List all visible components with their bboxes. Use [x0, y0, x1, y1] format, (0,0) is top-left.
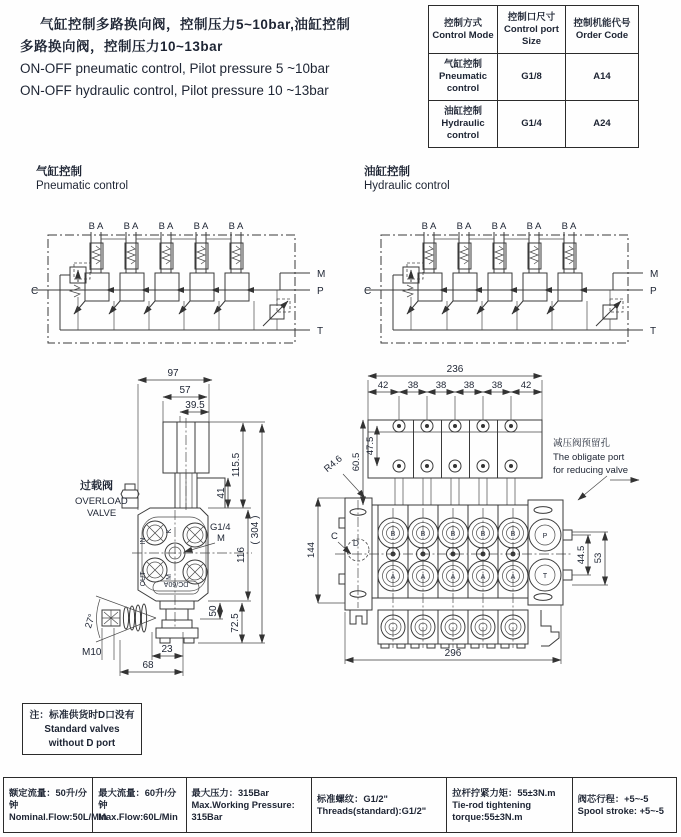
port-label-ba-3: BA [158, 221, 176, 232]
standard-supply-note [22, 703, 142, 755]
dim-304: ( 304 ) [250, 515, 261, 545]
spec-cell-threads: 标准螺纹：G1/2" Threads(standard):G1/2" [311, 778, 446, 833]
valve-bank-body [335, 498, 573, 648]
hydraulic-schematic-title: 油缸控制 Hydraulic control [364, 166, 450, 192]
control-table-header-row [429, 6, 639, 54]
reducing-valve-note-cn: 减压阀预留孔 [553, 438, 611, 449]
dim-m10: M10 [82, 647, 102, 658]
dim-53: 53 [593, 552, 604, 564]
end-plate [528, 500, 572, 646]
port-label-ba-2: BA [456, 221, 474, 232]
port-callout-g14: G1/4 [210, 522, 231, 533]
port-label-t: T [650, 326, 657, 337]
port-label-a1: A [390, 574, 396, 581]
dim-seg-42b: 42 [520, 380, 532, 391]
dim-296: 296 [444, 648, 462, 659]
pneumatic-mode-cell: 气缸控制 Pneumatic control [429, 54, 498, 101]
port-label-ba-2: BA [123, 221, 141, 232]
reducing-valve-note-en1: The obligate port [553, 452, 625, 463]
dim-236: 236 [446, 364, 464, 375]
dim-57: 57 [179, 385, 191, 396]
port-mark-out: OUT [140, 571, 147, 587]
control-table-col2-header: 控制口尺寸 Control port Size [498, 6, 566, 54]
control-table-row-hydraulic [429, 101, 639, 148]
spec-table [3, 777, 677, 833]
pneumatic-schematic-title: 气缸控制 Pneumatic control [36, 166, 129, 192]
spec-cell-max-flow: 最大流量：60升/分钟 Max.Flow:60L/Min [93, 778, 186, 833]
port-label-ba-4: BA [193, 221, 211, 232]
port-label-m: M [650, 269, 659, 280]
port-label-c: C [331, 531, 338, 542]
valve-body [132, 508, 252, 628]
spec-cell-max-pressure: 最大压力：315Bar Max.Working Pressure: 315Bar [186, 778, 311, 833]
port-label-t: T [317, 326, 324, 337]
port-label-b4: B [480, 531, 486, 538]
hydraulic-code-cell: A24 [566, 101, 639, 148]
dim-115-5: 115.5 [231, 452, 242, 478]
port-label-b1: B [390, 531, 396, 538]
header-text-block [20, 14, 430, 102]
control-table-col3-header: 控制机能代号 Order Code [566, 6, 639, 54]
note-line3: without D port [48, 738, 116, 749]
port-label-ba-1: BA [88, 221, 106, 232]
dim-23: 23 [161, 644, 173, 655]
side-view-drawing [60, 360, 290, 690]
port-label-a5: A [510, 574, 516, 581]
port-mark-in: IN [140, 537, 147, 545]
dim-72-5: 72.5 [230, 613, 241, 633]
spec-cell-nominal-flow: 额定流量：50升/分钟 Nominal.Flow:50L/Min [4, 778, 93, 833]
throttle-valve-symbol [596, 290, 623, 330]
header-en-line1: ON-OFF pneumatic control, Pilot pressure 5 ~10bar [20, 61, 330, 76]
reducing-valve-note-en2: for reducing valve [553, 465, 628, 476]
valve-sections [74, 232, 260, 330]
overload-valve-label-en1: OVERLOAD [75, 496, 128, 507]
note-line1: 注：标准供货时D口没有 [29, 710, 135, 721]
spool-stems [395, 478, 515, 505]
dim-44-5: 44.5 [576, 545, 587, 565]
port-label-c: C [364, 286, 372, 297]
port-label-c: C [31, 286, 39, 297]
dim-47-5: 47.5 [365, 436, 376, 456]
control-table-row-pneumatic [429, 54, 639, 101]
header-cn-line2: 多路换向阀，控制压力10~13bar [20, 39, 223, 54]
control-mode-table [428, 5, 639, 148]
dim-r4-6: R4.6 [322, 453, 345, 475]
control-table-col1-header: 控制方式 Control Mode [429, 6, 498, 54]
port-label-d: D [352, 538, 360, 548]
cover-block [368, 420, 542, 505]
header-en-line2: ON-OFF hydraulic control, Pilot pressure 10 ~13bar [20, 83, 329, 98]
inlet-section [339, 498, 372, 624]
port-label-ba-1: BA [421, 221, 439, 232]
overload-valve-label-en2: VALVE [87, 508, 117, 519]
port-label-b2: B [420, 531, 426, 538]
cover-bolts [393, 420, 517, 472]
port-label-p: P [650, 286, 657, 297]
pneumatic-size-cell: G1/8 [498, 54, 566, 101]
port-label-t: T [542, 573, 548, 580]
dim-50: 50 [208, 605, 219, 617]
throttle-valve-symbol [263, 290, 290, 330]
header-cn-line1: 气缸控制多路换向阀，控制压力5~10bar,油缸控制 [40, 17, 351, 32]
spec-cell-tie-rod-torque: 拉杆拧紧力矩：55±3N.m Tie-rod tightening torque:55±3N.m [447, 778, 572, 833]
dim-97: 97 [167, 368, 179, 379]
port-label-b5: B [510, 531, 516, 538]
port-label-p: P [542, 533, 548, 540]
port-label-a2: A [420, 574, 426, 581]
dim-seg-38b: 38 [435, 380, 447, 391]
port-label-m: M [317, 269, 326, 280]
outlet-fitting [541, 610, 559, 646]
port-label-a3: A [450, 574, 456, 581]
bottom-cap-assembly [156, 601, 198, 643]
hydraulic-control-schematic [363, 215, 678, 355]
pneumatic-control-schematic [30, 215, 345, 355]
control-lever [83, 596, 156, 642]
port-callout-m: M [217, 533, 225, 544]
dim-144: 144 [306, 542, 317, 558]
port-label-ba-4: BA [526, 221, 544, 232]
port-label-b3: B [450, 531, 456, 538]
dim-27deg: 27° [83, 612, 99, 630]
hydraulic-mode-cell: 油缸控制 Hydraulic control [429, 101, 498, 148]
port-label-a4: A [480, 574, 486, 581]
spec-cell-spool-stroke: 阀芯行程：+5~-5 Spool stroke: +5~-5 [572, 778, 676, 833]
port-mark-m: M [166, 574, 173, 580]
dim-seg-42a: 42 [377, 380, 389, 391]
note-line2: Standard valves [44, 724, 120, 735]
dim-116: 116 [236, 547, 247, 563]
dim-68: 68 [142, 660, 154, 671]
port-mark-k: K [166, 528, 173, 534]
dim-seg-38c: 38 [463, 380, 475, 391]
dim-60-5: 60.5 [351, 452, 362, 472]
plate-mark-dc60a: DC/60A [163, 580, 189, 587]
valve-sections [407, 232, 593, 330]
overload-valve-label-cn: 过载阀 [80, 480, 113, 492]
dim-41: 41 [216, 487, 227, 499]
hydraulic-size-cell: G1/4 [498, 101, 566, 148]
dim-seg-38d: 38 [491, 380, 503, 391]
port-label-ba-3: BA [491, 221, 509, 232]
port-label-ba-5: BA [561, 221, 579, 232]
dim-39-5: 39.5 [185, 400, 205, 411]
port-label-p: P [317, 286, 324, 297]
port-label-ba-5: BA [228, 221, 246, 232]
pneumatic-code-cell: A14 [566, 54, 639, 101]
dim-seg-38a: 38 [407, 380, 419, 391]
front-view-drawing [305, 358, 681, 680]
